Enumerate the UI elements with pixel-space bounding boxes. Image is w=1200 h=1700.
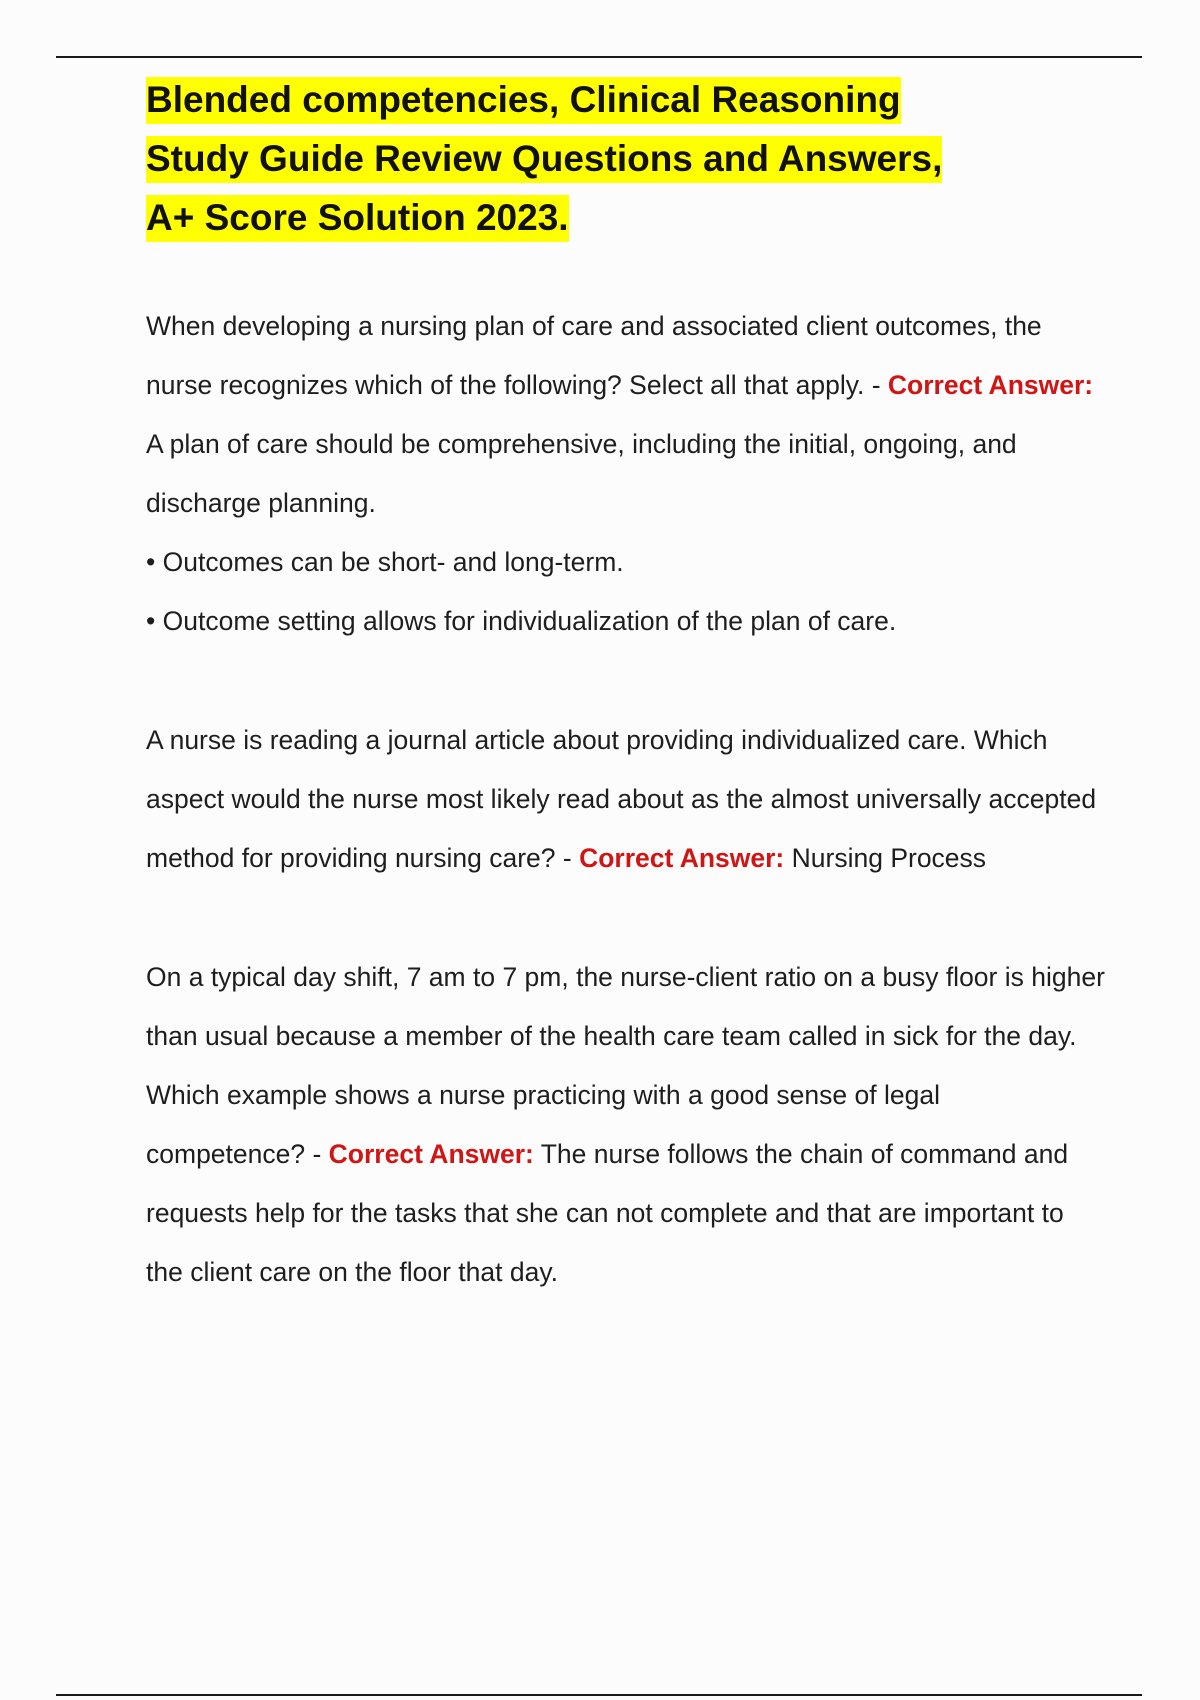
bottom-rule: [56, 1694, 1142, 1696]
qa-item-3: [146, 948, 1106, 1302]
correct-answer-label: Correct Answer:: [887, 370, 1094, 400]
answer-text: Nursing Process: [791, 843, 987, 873]
question-text: On a typical day shift, 7 am to 7 pm, the nurse-client ratio on a busy floor is higher than usual because a member of the health care team called in sick for the day. Which example shows a nurse practicing with a good sense of legal competence? -: [146, 962, 1105, 1169]
qa-item-2: [146, 711, 1106, 888]
correct-answer-label: Correct Answer:: [579, 843, 785, 873]
qa-item-1: [146, 297, 1106, 533]
document-title: [146, 70, 1106, 247]
answer-bullet-2: • Outcome setting allows for individualization of the plan of care.: [146, 606, 897, 636]
top-rule: [56, 56, 1142, 58]
answer-bullet-1: • Outcomes can be short- and long-term.: [146, 547, 624, 577]
correct-answer-label: Correct Answer:: [328, 1139, 534, 1169]
title-line-2: Study Guide Review Questions and Answers,: [146, 136, 942, 183]
title-line-3: A+ Score Solution 2023.: [146, 195, 569, 242]
question-text: A nurse is reading a journal article about providing individualized care. Which aspect would the nurse most likely read about as the almost universally accepted method for providing nursing care? -: [146, 725, 1097, 873]
answer-text: A plan of care should be comprehensive, including the initial, ongoing, and discharge planning.: [146, 429, 1017, 518]
answer-text: The nurse follows the chain of command and requests help for the tasks that she can not complete and that are important to the client care on the floor that day.: [146, 1139, 1069, 1287]
document-body: [146, 70, 1106, 1302]
question-text: When developing a nursing plan of care and associated client outcomes, the nurse recognizes which of the following? Select all that apply. -: [146, 311, 1042, 400]
title-line-1: Blended competencies, Clinical Reasoning: [146, 77, 901, 124]
